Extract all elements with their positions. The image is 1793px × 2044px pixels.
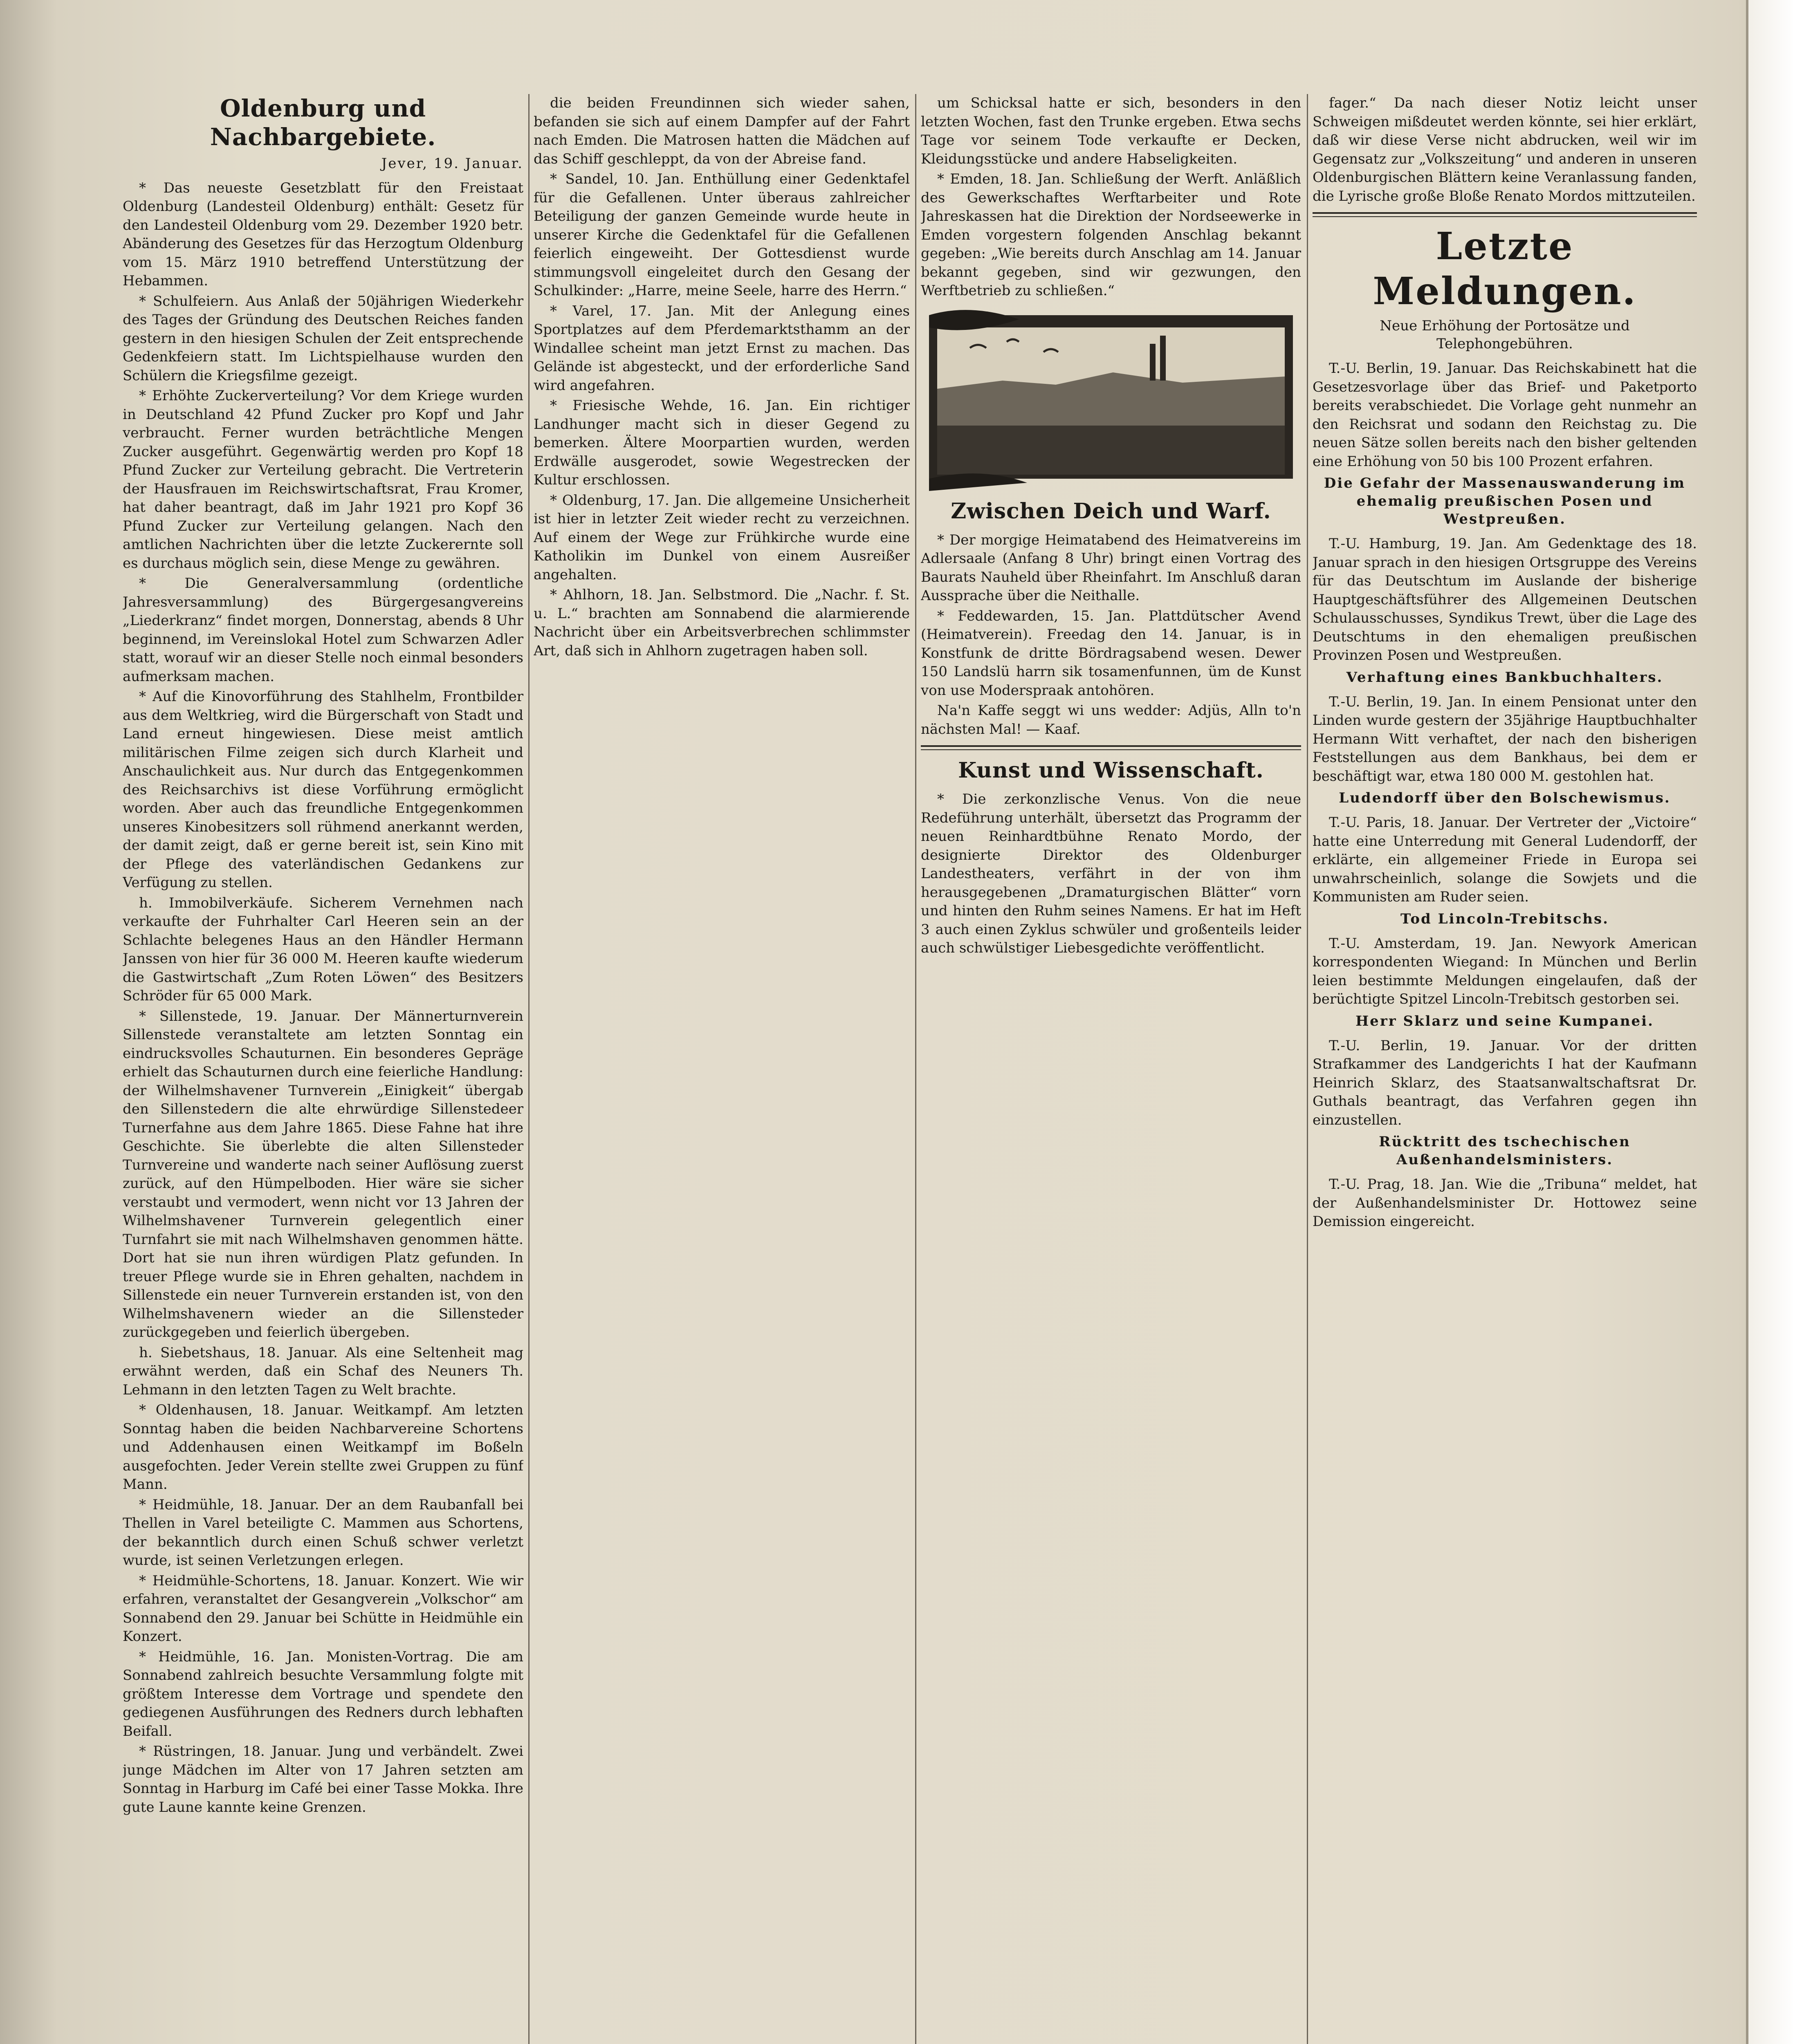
latest-subtitle: Neue Erhöhung der Portosätze und Telephongebühren. bbox=[1380, 318, 1630, 352]
news-item-text: T.-U. Berlin, 19. Januar. Vor der dritten Strafkammer des Landgerichts I hat der Kaufmann Heinrich Sklarz, des Staatsanwaltschaftsrat Dr. Guthals beantragt, das Verfahren gegen ihn einzustellen. bbox=[1313, 1037, 1697, 1128]
news-item-text: T.-U. Amsterdam, 19. Jan. Newyork American korrespondenten Wiegand: In München und Berlin leien bestimmte Meldungen eingelaufen, daß der berüchtigte Spitzel Lincoln-Trebitsch gestorben sei. bbox=[1313, 935, 1697, 1007]
news-heading: Rücktritt des tschechischen Außenhandelsministers. bbox=[1379, 1134, 1631, 1168]
landscape-vignette bbox=[921, 303, 1301, 491]
news-heading: Tod Lincoln-Trebitschs. bbox=[1400, 910, 1609, 927]
news-item-text: T.-U. Berlin, 19. Jan. In einem Pensionat unter den Linden wurde gestern der 35jährige Hauptbuchhalter Hermann Witt verhaftet, der nach den bisherigen Feststellungen aus dem Bankhaus, bei dem er beschäftigt war, etwa 180 000 M. gestohlen hat. bbox=[1313, 693, 1697, 784]
column-1 bbox=[123, 94, 523, 2044]
section-title-latest: Letzte Meldungen. bbox=[1373, 224, 1637, 313]
article-paragraph: * Feddewarden, 15. Jan. Plattdütscher Avend (Heimatverein). Freedag den 14. Januar, is in Konstfunk de dritte Bördragsabend wesen. Dewer 150 Landslü harrn sik tosamenfunnen, üm de Kunst von use Moderspraak antohören. bbox=[921, 607, 1301, 699]
column-4-body bbox=[1313, 94, 1697, 206]
article-paragraph: * Oldenhausen, 18. Januar. Weitkampf. Am letzten Sonntag haben die beiden Nachbarvereine Schortens und Addenhausen einen Weitkampf im Boßeln ausgefochten. Jeder Verein stellte zwei Gruppen zu fünf Mann. bbox=[123, 1402, 523, 1493]
column-divider-2 bbox=[915, 94, 916, 2044]
article-paragraph: * Sillenstede, 19. Januar. Der Männerturnverein Sillenstede veranstaltete am letzten Sonntag ein eindrucksvolles Schauturnen. Ein besonderes Gepräge erhielt das Schauturnen durch eine feierliche Handlung: der Wilhelmshavener Turnverein „Einigkeit“ übergab den Sillenstedern die alte ehrwürdige Sillenstedeer Turnerfahne aus dem Jahre 1865. Diese Fahne hat ihre Geschichte. Sie überlebte die alten Sillensteder Turnvereine und wanderte nach seiner Auflösung zuerst zurück, auf den Hümpelboden. Hier wäre sie sicher verstaubt und vermodert, wenn nicht vor 13 Jahren der Wilhelmshavener Turnverein gelegentlich einer Turnfahrt sie mit nach Wilhelmshaven genommen hätte. Dort hat sie nun ihren würdigen Platz gefunden. In treuer Pflege wurde sie in Ehren gehalten, nachdem in Sillenstede ein neuer Turnverein erstanden ist, von den Wilhelmshavenern wieder an die Sillensteder zurückgegeben und feierlich übergeben. bbox=[123, 1008, 523, 1340]
article-paragraph: * Sandel, 10. Jan. Enthüllung einer Gedenktafel für die Gefallenen. Unter überaus zahlreicher Beteiligung der ganzen Gemeinde wurde heute in unserer Kirche die Gedenktafel für die Gefallenen feierlich eingeweiht. Der Gottesdienst wurde stimmungsvoll eingeleitet durch den Gesang der Schulkinder: „Harre, meine Seele, harre des Herrn.“ bbox=[534, 171, 910, 299]
news-heading: Verhaftung eines Bankbuchhalters. bbox=[1346, 669, 1663, 686]
section-divider bbox=[921, 745, 1301, 750]
column-divider-3 bbox=[1307, 94, 1308, 2044]
section-title-deich: Zwischen Deich und Warf. bbox=[951, 498, 1271, 524]
article-paragraph: * Auf die Kinovorführung des Stahlhelm, Frontbilder aus dem Weltkrieg, wird die Bürgerschaft von Stadt und Land erneut hingewiesen. Diese meist amtlich militärischen Filme zeigen sich durch Klarheit und Anschaulichkeit aus. Nur durch das Entgegenkommen des Reichsarchivs ist diese Vorführung ermöglicht worden. Aber auch das freundliche Entgegenkommen unseres Kinobesitzers soll rühmend anerkannt werden, der damit zeigt, daß er gerne bereit ist, sein Kino mit der Pflege des vaterländischen Gedankens zur Verfügung zu stellen. bbox=[123, 688, 523, 891]
latest-news-body bbox=[1313, 359, 1697, 1231]
news-heading: Herr Sklarz und seine Kumpanei. bbox=[1355, 1013, 1654, 1029]
article-paragraph: * Rüstringen, 18. Januar. Jung und verbändelt. Zwei junge Mädchen im Alter von 17 Jahren setzten am Sonntag in Harburg im Café bei einer Tasse Mokka. Ihre gute Laune kannte keine Grenzen. bbox=[123, 1743, 523, 1815]
page-margin-strip bbox=[1746, 0, 1793, 2044]
article-paragraph: h. Immobilverkäufe. Sicherem Vernehmen nach verkaufte der Fuhrhalter Carl Heeren sein an der Schlachte belegenes Haus an den Händler Hermann Janssen von hier für 36 000 M. Heeren kaufte wiederum die Gastwirtschaft „Zum Roten Löwen“ des Besitzers Schröder für 65 000 Mark. bbox=[123, 894, 523, 1004]
article-paragraph: * Das neueste Gesetzblatt für den Freistaat Oldenburg (Landesteil Oldenburg) enthält: Gesetz für den Landesteil Oldenburg vom 29. Dezember 1920 betr. Abänderung des Gesetzes für das Herzogtum Oldenburg vom 15. März 1910 betreffend Unterstützung der Hebammen. bbox=[123, 179, 523, 289]
column-3-body bbox=[921, 94, 1301, 300]
news-heading: Die Gefahr der Massenauswanderung im ehemalig preußischen Posen und Westpreußen. bbox=[1324, 475, 1686, 527]
article-paragraph: * Die Generalversammlung (ordentliche Jahresversammlung) des Bürgergesangvereins „Liederkranz“ findet morgen, Donnerstag, abends 8 Uhr beginnend, im Vereinslokal Hotel zum Schwarzen Adler statt, worauf wir an dieser Stelle noch einmal besonders aufmerksam machen. bbox=[123, 575, 523, 685]
deich-body bbox=[921, 531, 1301, 739]
article-paragraph: die beiden Freundinnen sich wieder sahen, befanden sie sich auf einem Dampfer auf der Fahrt nach Emden. Die Matrosen hatten die Mädchen auf das Schiff geschleppt, da von der Abreise fand. bbox=[534, 95, 910, 167]
article-paragraph: * Oldenburg, 17. Jan. Die allgemeine Unsicherheit ist hier in letzter Zeit wieder recht zu verzeichnen. Auf einem der Wege zur Frühkirche wurde eine Katholikin im Dunkel von einem Ausreißer angehalten. bbox=[534, 492, 910, 583]
article-paragraph: * Die zerkonzlische Venus. Von die neue Redeführung unterhält, übersetzt das Programm der neuen Reinhardtbühne Renato Mordo, der designierte Direktor des Oldenburger Landestheaters, verfährt in der von ihm herausgegebenen „Dramaturgischen Blätter“ vorn und hinten den Ruhm seines Namens. Er hat im Heft 3 auch einen Zyklus schwüler und großenteils leider auch schwülstiger Liebesgedichte veröffentlicht. bbox=[921, 791, 1301, 956]
article-paragraph: * Der morgige Heimatabend des Heimatvereins im Adlersaale (Anfang 8 Uhr) bringt einen Vortrag des Baurats Nauheld über Rheinfahrt. Im Anschluß daran Aussprache über die Neithalle. bbox=[921, 531, 1301, 604]
article-paragraph: * Heidmühle, 18. Januar. Der an dem Raubanfall bei Thellen in Varel beteiligte C. Mammen aus Schortens, der bekanntlich durch einen Schuß schwer verletzt wurde, ist seinen Verletzungen erlegen. bbox=[123, 1496, 523, 1569]
column-2-body bbox=[534, 94, 910, 660]
section-divider-latest bbox=[1313, 212, 1697, 217]
article-paragraph: * Friesische Wehde, 16. Jan. Ein richtiger Landhunger macht sich in dieser Gegend zu bemerken. Ältere Moorpartien wurden, werden Erdwälle ausgerodet, sowie Wegestrecken der Kultur erschlossen. bbox=[534, 397, 910, 488]
dateline: Jever, 19. Januar. bbox=[381, 155, 523, 172]
column-divider-1 bbox=[528, 94, 530, 2044]
column-3 bbox=[921, 94, 1301, 2044]
article-paragraph: * Varel, 17. Jan. Mit der Anlegung eines Sportplatzes auf dem Pferdemarktsthamm an der Windallee scheint man jetzt Ernst zu machen. Das Gelände ist abgesteckt, und der erforderliche Sand wird angefahren. bbox=[534, 303, 910, 394]
article-paragraph: * Erhöhte Zuckerverteilung? Vor dem Kriege wurden in Deutschland 42 Pfund Zucker pro Kopf und Jahr verbraucht. Ferner wurden beträchtliche Mengen Zucker ausgeführt. Gegenwärtig werden pro Kopf 18 Pfund Zucker zur Verteilung gebracht. Die Vertreterin der Hausfrauen im Reichswirtschaftsrat, Frau Kromer, hat daher beantragt, daß im Jahr 1921 pro Kopf 36 Pfund Zucker zur Verteilung gelangen. Nach den amtlichen Nachrichten über die letzte Zuckerernte soll es durchaus möglich sein, diese Menge zu gewähren. bbox=[123, 388, 523, 572]
article-paragraph: * Emden, 18. Jan. Schließung der Werft. Anläßlich des Gewerkschaftes Werftarbeiter und Rote Jahreskassen hat die Direktion der Nordseewerke in Emden vorgestern folgenden Anschlag bekannt gegeben: „Wie bereits durch Anschlag am 14. Januar bekannt gegeben, sind wir gezwungen, den Werftbetrieb zu schließen.“ bbox=[921, 171, 1301, 299]
kunst-body bbox=[921, 790, 1301, 958]
local-news-body bbox=[123, 179, 523, 1817]
article-paragraph: * Ahlhorn, 18. Jan. Selbstmord. Die „Nachr. f. St. u. L.“ brachten am Sonnabend die alarmierende Nachricht über ein Arbeitsverbrechen schlimmster Art, daß sich in Ahlhorn zugetragen haben soll. bbox=[534, 587, 910, 659]
article-paragraph: fager.“ Da nach dieser Notiz leicht unser Schweigen mißdeutet werden könnte, sei hier erklärt, daß wir diese Verse nicht abdrucken, weil wir im Gegensatz zur „Volkszeitung“ und anderen in unseren Oldenburgischen Blättern keine Veranlassung fanden, die Lyrische große Bloße Renato Mordos mittzuteilen. bbox=[1313, 95, 1697, 204]
article-paragraph: * Schulfeiern. Aus Anlaß der 50jährigen Wiederkehr des Tages der Gründung des Deutschen Reiches fanden gestern in den hiesigen Schulen der Zeit entsprechende Gedenkfeiern statt. Im Lichtspielhause wurden den Schülern die Kriegsfilme gezeigt. bbox=[123, 293, 523, 384]
article-paragraph: Na'n Kaffe seggt wi uns wedder: Adjüs, Alln to'n nächsten Mal! — Kaaf. bbox=[921, 702, 1301, 737]
article-paragraph: um Schicksal hatte er sich, besonders in den letzten Wochen, fast den Trunke ergeben. Etwa sechs Tage vor seinem Tode verkaufte er Decken, Kleidungsstücke und andere Habseligkeiten. bbox=[921, 95, 1301, 167]
news-heading: Ludendorff über den Bolschewismus. bbox=[1339, 790, 1671, 806]
column-4 bbox=[1313, 94, 1697, 2044]
section-title-oldenburg: Oldenburg und Nachbargebiete. bbox=[210, 94, 436, 151]
column-2 bbox=[534, 94, 910, 2044]
article-paragraph: * Heidmühle-Schortens, 18. Januar. Konzert. Wie wir erfahren, veranstaltet der Gesangverein „Volkschor“ am Sonnabend den 29. Januar bei Schütte in Heidmühle ein Konzert. bbox=[123, 1572, 523, 1645]
article-paragraph: h. Siebetshaus, 18. Januar. Als eine Seltenheit mag erwähnt werden, daß ein Schaf des Neuners Th. Lehmann in den letzten Tagen zu Welt brachte. bbox=[123, 1344, 523, 1398]
news-item-text: T.-U. Hamburg, 19. Jan. Am Gedenktage des 18. Januar sprach in den hiesigen Ortsgruppe des Vereins für das Deutschtum im Auslande der bisherige Hauptgeschäftsführer des Allgemeinen Deutschen Schulausschusses, Syndikus Trewt, über die Lage des Deutschtums in den ehemaligen preußischen Provinzen Posen und Westpreußen. bbox=[1313, 536, 1697, 663]
news-item-text: T.-U. Berlin, 19. Januar. Das Reichskabinett hat die Gesetzesvorlage über das Brief- und Paketporto bereits verabschiedet. Die Vorlage geht nunmehr an den Reichsrat und sodann den Reichstag zu. Die neuen Sätze sollen bereits nach den bisher geltenden eine Erhöhung von 50 bis 100 Prozent erfahren. bbox=[1313, 360, 1697, 470]
news-item-text: T.-U. Paris, 18. Januar. Der Vertreter der „Victoire“ hatte eine Unterredung mit General Ludendorff, der erklärte, ein allgemeiner Friede in Europa sei unwahrscheinlich, solange die Sowjets und die Kommunisten am Ruder seien. bbox=[1313, 814, 1697, 905]
news-item-text: T.-U. Prag, 18. Jan. Wie die „Tribuna“ meldet, hat der Außenhandelsminister Dr. Hottowez seine Demission eingereicht. bbox=[1313, 1176, 1697, 1230]
article-paragraph: * Heidmühle, 16. Jan. Monisten-Vortrag. Die am Sonnabend zahlreich besuchte Versammlung folgte mit größtem Interesse dem Vortrage und spendete den gediegenen Ausführungen des Redners durch lebhaften Beifall. bbox=[123, 1648, 523, 1739]
section-title-kunst: Kunst und Wissenschaft. bbox=[958, 758, 1264, 783]
